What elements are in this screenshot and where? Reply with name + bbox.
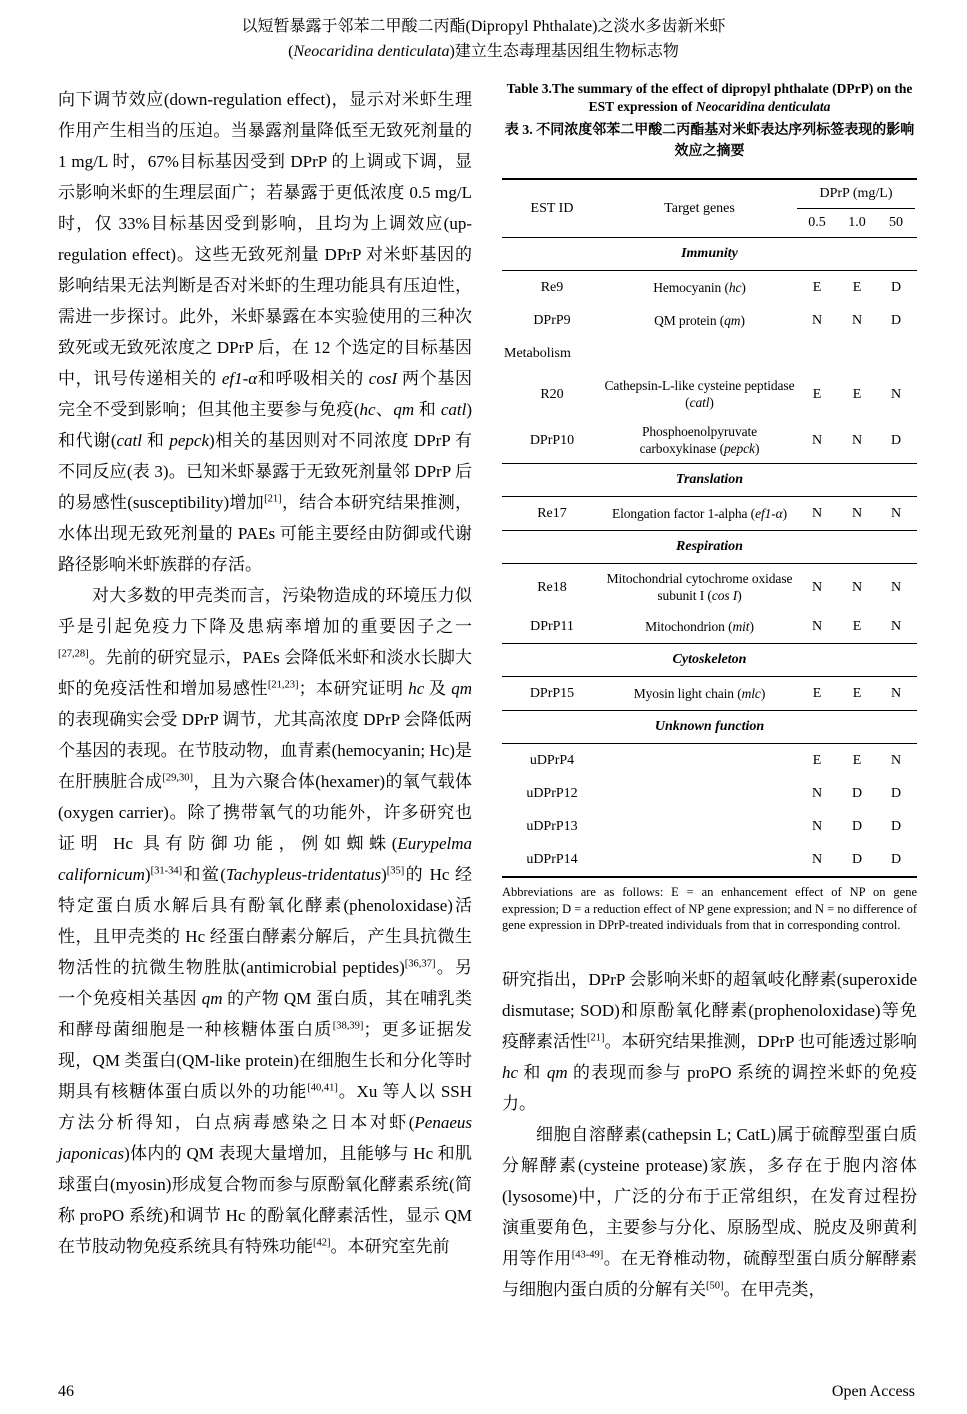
table-section-header: Translation xyxy=(502,463,917,497)
text-segment: hc xyxy=(728,280,742,295)
text-segment: QM protein ( xyxy=(654,313,725,328)
target-gene-cell xyxy=(602,821,797,833)
table-body xyxy=(502,238,917,878)
table-row xyxy=(502,497,917,530)
expression-value-cell: N xyxy=(851,506,863,521)
text-segment: 。在无脊椎动物，硫醇型蛋白质分解酵素与细胞内蛋白质的分解有关 xyxy=(502,1248,918,1299)
text-segment: 。本研究结果推测，DPrP 也可能透过影响 xyxy=(604,1031,918,1051)
table-row xyxy=(502,843,917,876)
citation-reference: [50] xyxy=(706,1279,724,1291)
est-id-cell: DPrP9 xyxy=(533,313,571,328)
text-segment: ) xyxy=(760,686,766,701)
citation-reference: [35] xyxy=(386,865,405,877)
expression-value-cell: N xyxy=(890,686,902,701)
table-footnote: Abbreviations are as follows: E = an enhancement effect of NP on gene expression; D = a reduction effect of NP gene expression; and N = no difference of gene expression in DPrP-treated individuals from that in corresponding control. xyxy=(502,885,917,932)
target-gene-cell xyxy=(602,499,797,528)
citation-reference: [38,39] xyxy=(332,1020,364,1032)
expression-value-cell: N xyxy=(890,579,902,595)
text-segment: qm xyxy=(393,400,415,419)
text-segment: 和呼吸相关的 xyxy=(257,369,369,388)
text-segment: ( xyxy=(288,43,294,60)
text-segment: hc xyxy=(359,400,376,419)
open-access-label: Open Access xyxy=(831,1383,915,1400)
citation-reference: [36,37] xyxy=(404,958,436,970)
text-segment: Penaeus japonicas xyxy=(58,1113,472,1163)
est-id-cell: Re18 xyxy=(537,579,567,595)
text-segment: 。Xu 等人以 SSH 方法分析得知，白点病毒感染之日本对虾( xyxy=(58,1082,473,1132)
column-header-dprp-group: DPrP (mg/L) xyxy=(797,180,915,209)
est-id-cell: Re17 xyxy=(537,506,567,521)
text-segment: 。在甲壳类， xyxy=(723,1279,826,1299)
text-segment: 和鲎( xyxy=(182,865,226,884)
target-gene-cell xyxy=(602,417,797,463)
expression-value-cell: N xyxy=(811,313,823,328)
text-segment: ) xyxy=(740,313,745,328)
paper-title-line-2 xyxy=(0,39,967,64)
text-segment: 及 xyxy=(424,679,452,698)
target-gene-cell xyxy=(602,755,797,767)
text-segment: Myosin light chain ( xyxy=(633,686,742,701)
paper-title-line-1 xyxy=(0,14,967,39)
text-segment: mlc xyxy=(741,686,761,701)
text-segment: ) xyxy=(782,506,788,521)
expression-value-cell: N xyxy=(890,386,902,402)
text-segment: ) xyxy=(754,441,760,456)
right-column-text xyxy=(502,964,917,1305)
expression-value-cell: N xyxy=(811,619,823,634)
expression-value-cell: E xyxy=(852,753,862,768)
expression-value-cell: N xyxy=(811,579,823,595)
citation-reference: [27,28] xyxy=(58,648,89,660)
text-segment: ) xyxy=(709,395,714,410)
text-segment: hc xyxy=(502,1062,519,1082)
expression-value-cell: E xyxy=(852,280,862,295)
text-segment: ；更多证据发现，QM 类蛋白(QM-like protein)在细胞生长和分化等时期具有核糖体蛋白质以外的功能 xyxy=(58,1020,473,1101)
text-segment: Table 3.The summary of the effect of dipropyl phthalate (DPrP) on the EST expression of xyxy=(506,81,913,114)
target-gene-cell xyxy=(602,273,797,302)
table-row xyxy=(502,417,917,463)
table-caption-english xyxy=(502,80,917,116)
est-id-cell: uDPrP13 xyxy=(526,819,578,834)
expression-value-cell: D xyxy=(890,313,902,328)
text-segment: 。另一个免疫相关基因 xyxy=(58,958,472,1008)
table-section-header: Respiration xyxy=(502,530,917,564)
text-segment: Neocaridina denticulata xyxy=(695,99,831,114)
target-gene-cell xyxy=(602,306,797,335)
text-segment: 两个基因完全不受到影响；但其他主要参与免疫( xyxy=(58,369,473,419)
expression-value-cell: N xyxy=(851,432,863,448)
text-segment: ，结合本研究结果推测，水体出现无致死剂量的 PAEs 可能主要经由防御或代谢路径影响米虾族群的存活。 xyxy=(58,493,473,574)
expression-value-cell: E xyxy=(812,686,822,701)
expression-value-cell: N xyxy=(811,432,823,448)
text-segment: ) xyxy=(749,619,754,634)
table-row xyxy=(502,564,917,610)
text-segment: Neocaridina denticulata xyxy=(293,43,450,60)
table-row xyxy=(502,271,917,304)
paragraph xyxy=(58,580,472,1262)
column-header-dose-1-0: 1.0 xyxy=(848,215,866,230)
est-id-cell: uDPrP12 xyxy=(526,786,578,801)
text-segment: qm xyxy=(724,313,741,328)
expression-value-cell: E xyxy=(852,686,862,701)
text-segment: ) xyxy=(737,588,742,603)
text-segment: ) xyxy=(381,865,387,884)
text-segment: 和 xyxy=(414,400,441,419)
expression-value-cell: N xyxy=(851,579,863,595)
text-segment: 细胞自溶酵素(cathepsin L; CatL)属于硫醇型蛋白质分解酵素(cysteine protease)家族，多存在于胞内溶体(lysosome)中，广泛的分布于正常组织，在发育过程扮演重要角色，主要参与分化、原肠型成、脱皮及卵黄利用等作用 xyxy=(502,1124,917,1268)
paper-header xyxy=(0,14,967,64)
expression-value-cell: E xyxy=(812,386,822,402)
expression-value-cell: D xyxy=(890,852,902,867)
target-gene-cell xyxy=(602,679,797,708)
table-section-header: Unknown function xyxy=(502,710,917,744)
text-segment: cos I xyxy=(711,588,738,603)
text-segment: qm xyxy=(451,679,473,698)
text-segment: qm xyxy=(201,989,223,1008)
expression-value-cell: D xyxy=(890,432,902,448)
text-segment: catl xyxy=(689,395,710,410)
text-segment: 。先前的研究显示，PAEs 会降低米虾和淡水长脚大虾的免疫活性和增加易感性 xyxy=(58,648,472,698)
table-row xyxy=(502,610,917,643)
column-header-est-id: EST ID xyxy=(530,200,574,216)
text-segment: 的表现而参与 proPO 系统的调控米虾的免疫力。 xyxy=(502,1062,917,1113)
expression-value-cell: N xyxy=(811,819,823,834)
expression-value-cell: D xyxy=(851,786,863,801)
citation-reference: [40,41] xyxy=(307,1082,338,1094)
expression-value-cell: N xyxy=(811,786,823,801)
text-segment: pepck xyxy=(169,431,210,450)
text-segment: ，且为六聚合体(hexamer)的氧气载体(oxygen carrier)。除了携带氧气的功能外，许多研究也证明 Hc 具有防御功能，例如蜘蛛( xyxy=(58,772,473,853)
target-gene-cell xyxy=(602,564,797,610)
est-id-cell: uDPrP14 xyxy=(526,852,578,867)
expression-value-cell: N xyxy=(851,313,863,328)
text-segment: 研究指出，DPrP 会影响米虾的超氧岐化酵素(superoxide dismutase; SOD)和原酚氧化酵素(prophenoloxidase)等免疫酵素活性 xyxy=(502,969,917,1051)
text-segment: )相关的基因则对不同浓度 DPrP 有不同反应(表 3)。已知米虾暴露于无致死剂量邻 DPrP 后的易感性(susceptibility)增加 xyxy=(58,431,473,512)
est-id-cell: DPrP10 xyxy=(529,432,575,448)
expression-value-cell: N xyxy=(890,753,902,768)
paragraph xyxy=(502,1119,917,1305)
text-segment: )建立生态毒理基因组生物标志物 xyxy=(449,43,679,60)
expression-value-cell: E xyxy=(852,619,862,634)
column-header-target-genes: Target genes xyxy=(664,200,735,216)
text-segment: 和 xyxy=(142,431,170,450)
citation-reference: [31-34] xyxy=(150,865,183,877)
target-gene-cell xyxy=(602,854,797,866)
text-segment: Phosphoenolpyruvate carboxykinase ( xyxy=(639,424,758,456)
expression-value-cell: D xyxy=(890,819,902,834)
text-segment: 、 xyxy=(375,400,394,419)
text-segment: 的产物 QM 蛋白质，其在哺乳类和酵母菌细胞是一种核糖体蛋白质 xyxy=(58,989,472,1039)
text-segment: 的表现确实会受 DPrP 调节，尤其高浓度 DPrP 会降低两个基因的表现。在节肢动物，血青素(hemocyanin; Hc)是在肝胰脏合成 xyxy=(58,710,472,791)
text-segment: hc xyxy=(408,679,425,698)
table-row xyxy=(502,777,917,810)
table-row xyxy=(502,744,917,777)
citation-reference: [29,30] xyxy=(162,772,194,784)
text-segment: catl xyxy=(116,431,143,450)
expression-value-cell: N xyxy=(890,619,902,634)
text-segment: ) xyxy=(144,865,151,884)
table-section-header: Cytoskeleton xyxy=(502,643,917,677)
text-segment: catl xyxy=(440,400,467,419)
expression-value-cell: D xyxy=(851,819,863,834)
text-segment: )体内的 QM 表现大量增加，且能够与 Hc 和肌球蛋白(myosin)形成复合物而参与原酚氧化酵素系统(简称 proPO 系统)和调节 Hc 的酚氧化酵素活性，显示 QM 在节肢动物免疫系统具有特殊功能 xyxy=(58,1144,472,1256)
est-id-cell: DPrP15 xyxy=(529,686,575,701)
text-segment: ef1-α xyxy=(221,369,258,388)
expression-value-cell: E xyxy=(812,753,822,768)
table-header xyxy=(502,178,917,238)
column-header-dose-0-5: 0.5 xyxy=(808,215,826,230)
expression-value-cell: E xyxy=(812,280,822,295)
text-segment: Elongation factor 1-alpha ( xyxy=(611,506,756,521)
expression-value-cell: D xyxy=(851,852,863,867)
table-row xyxy=(502,677,917,710)
table-section-header: Immunity xyxy=(502,238,917,271)
paragraph xyxy=(58,84,472,580)
text-segment: Cathepsin-L-like cysteine peptidase ( xyxy=(604,378,795,410)
page-footer xyxy=(58,1383,915,1401)
text-segment: qm xyxy=(546,1062,568,1082)
data-table xyxy=(502,178,917,878)
text-segment: Tachypleus-tridentatus xyxy=(225,865,382,884)
table-row xyxy=(502,304,917,337)
text-segment: 和 xyxy=(518,1062,547,1082)
left-column xyxy=(58,84,472,1262)
est-id-cell: uDPrP4 xyxy=(529,753,575,768)
table-caption-chinese: 表 3. 不同浓度邻苯二甲酸二丙酯基对米虾表达序列标签表现的影响效应之摘要 xyxy=(504,123,915,159)
text-segment: ) xyxy=(741,280,746,295)
est-id-cell: R20 xyxy=(540,386,564,402)
text-segment: Eurypelma californicum xyxy=(58,834,472,884)
table-row xyxy=(502,371,917,417)
expression-value-cell: D xyxy=(890,280,902,295)
citation-reference: [21] xyxy=(264,493,282,505)
text-segment: ef1-α xyxy=(755,506,783,521)
text-segment: 向下调节效应(down-regulation effect)，显示对米虾生理作用产生相当的压迫。当暴露剂量降低至无致死剂量的 1 mg/L 时，67%目标基因受到 DPrP 的上调或下调，显示影响米虾的生理层面广；若暴露于更低浓度 0.5 mg/L 时，仅 33%目标基因受到影响，且均为上调效应(up-regulation effect)。这些无致死剂量 DPrP 对米虾基因的影响结果无法判断是否对米虾的生理功能具有压迫性，需进一步探讨。此外，米虾暴露在本实验使用的三种次致死或无致死浓度之 DPrP 后，在 12 个选定的目标基因中，讯号传递相关的 xyxy=(58,90,472,388)
text-segment: ；本研究证明 xyxy=(298,679,409,698)
citation-reference: [21] xyxy=(587,1031,605,1043)
text-segment: 。本研究室先前 xyxy=(330,1237,450,1256)
expression-value-cell: N xyxy=(811,852,823,867)
text-segment: pepck xyxy=(723,441,755,456)
paragraph xyxy=(502,964,917,1119)
text-segment: Mitochondrion ( xyxy=(645,619,733,634)
right-column xyxy=(502,80,917,1305)
text-segment: )和代谢( xyxy=(58,400,473,450)
page-number: 46 xyxy=(58,1383,74,1400)
column-header-dose-50: 50 xyxy=(889,215,903,230)
est-id-cell: Re9 xyxy=(540,280,564,295)
text-segment: 的 Hc 经特定蛋白质水解后具有酚氧化酵素(phenoloxidase)活性，且甲壳类的 Hc 经蛋白酵素分解后，产生具抗微生物活性的抗微生物胜肽(antimicrobial peptides) xyxy=(58,865,472,977)
est-id-cell: DPrP11 xyxy=(530,619,574,634)
target-gene-cell xyxy=(602,371,797,417)
target-gene-cell xyxy=(602,788,797,800)
table-row xyxy=(502,810,917,843)
target-gene-cell xyxy=(602,612,797,641)
text-segment: mit xyxy=(732,619,750,634)
text-segment: 对大多数的甲壳类而言，污染物造成的环境压力似乎是引起免疫力下降及患病率增加的重要因子之一 xyxy=(58,586,472,636)
citation-reference: [43-49] xyxy=(571,1248,604,1260)
text-segment: Mitochondrial cytochrome oxidase subunit I ( xyxy=(606,571,793,603)
citation-reference: [42] xyxy=(313,1237,331,1249)
citation-reference: [21,23] xyxy=(267,679,299,691)
expression-value-cell: N xyxy=(890,506,902,521)
expression-value-cell: N xyxy=(811,506,823,521)
expression-value-cell: D xyxy=(890,786,902,801)
text-segment: 以短暂暴露于邻苯二甲酸二丙酯(Dipropyl Phthalate)之淡水多齿新米虾 xyxy=(241,18,726,35)
expression-value-cell: E xyxy=(852,386,862,402)
text-segment: Hemocyanin ( xyxy=(653,280,729,295)
table-subsection-label: Metabolism xyxy=(504,346,571,361)
text-segment: cosI xyxy=(368,369,398,388)
